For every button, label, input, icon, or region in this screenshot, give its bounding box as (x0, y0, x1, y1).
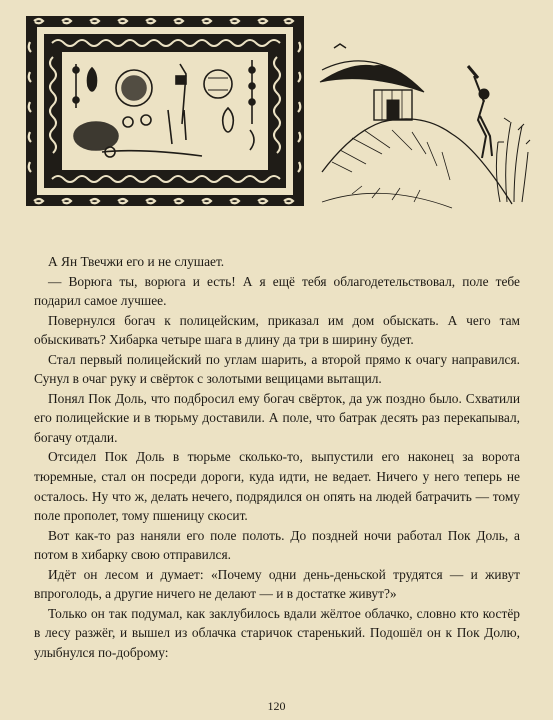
paragraph: Стал первый полицейский по углам шарить, а второй прямо к очагу направился. Сунул в очаг руку и свёрток с золотыми вещицами вытащил. (34, 351, 520, 387)
paragraph: Только он так подумал, как заклубилось вдали жёлтое облачко, словно кто костёр в лесу разжёг, и вышел из облачка старичок старенький. Подошёл он к Пок Долю, улыбнулся по-доброму: (34, 605, 520, 660)
paragraph: Идёт он лесом и думает: «Почему одни день-деньской трудятся — и живут впроголодь, а другие ничего не делают — и в достатке живут?» (34, 566, 520, 602)
treasure-frame-illustration (26, 16, 304, 206)
story-text (34, 252, 520, 662)
hut-hill-illustration (320, 44, 530, 208)
paragraph: Повернулся богач к полицейским, приказал им дом обыскать. А чего там обыскивать? Хибарка четыре шага в длину да три в ширину будет. (34, 312, 520, 348)
paragraph: А Ян Твечжи его и не слушает. (48, 254, 225, 269)
illustration (22, 12, 533, 217)
page-number: 120 (267, 699, 286, 713)
paragraph: — Ворюга ты, ворюга и есть! А я ещё тебя облагодетельствовал, поле тебе подарил самое лучшее. (34, 273, 520, 309)
paragraph: Понял Пок Доль, что подбросил ему богач свёрток, да уж поздно было. Схватили его полицейские и в тюрьму доставили. А поле, что батрак десять раз перекапывал, богачу отдали. (34, 390, 520, 445)
paragraph: Вот как-то раз наняли его поле полоть. До поздней ночи работал Пок Доль, а потом в хибарку свою отправился. (34, 527, 520, 563)
paragraph: Отсидел Пок Доль в тюрьме сколько-то, выпустили его наконец за ворота тюремные, стал он посреди дороги, куда идти, не ведает. Ничего у него теперь не осталось. Ну что ж, делать нечего, подрядился он опять на людей батрачить — тому поле прополет, тому пшеницу скосит. (34, 449, 520, 524)
